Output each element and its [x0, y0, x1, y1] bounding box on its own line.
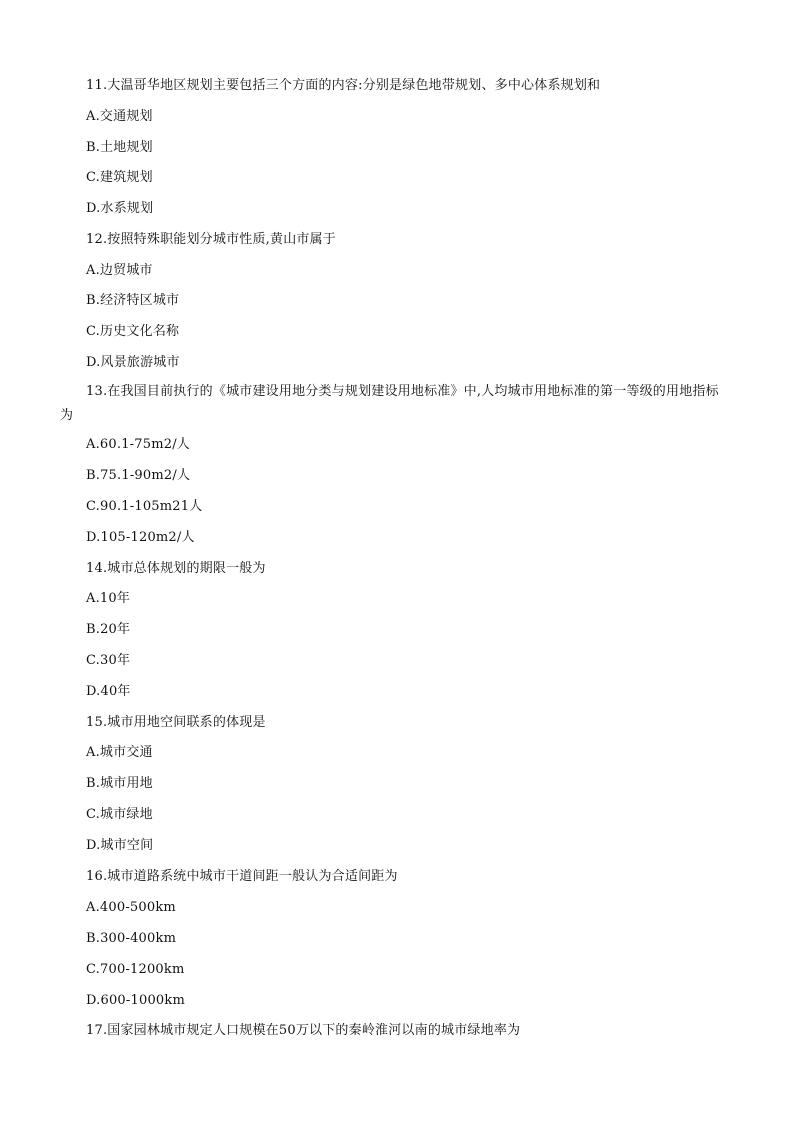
- question-15-option-b: B.城市用地: [86, 776, 153, 791]
- question-15-option-d: D.城市空间: [86, 838, 154, 853]
- question-12-option-d: D.风景旅游城市: [86, 355, 180, 370]
- question-13-stem: 13.在我国目前执行的《城市建设用地分类与规划建设用地标准》中,人均城市用地标准的第一等级的用地指标为: [60, 384, 719, 423]
- question-13-option-b: B.75.1-90m2/人: [86, 468, 191, 483]
- question-15-option-a: A.城市交通: [86, 745, 153, 760]
- question-11-option-b: B.土地规划: [86, 140, 153, 155]
- question-16-option-a: A.400-500km: [86, 900, 176, 915]
- question-11-option-a: A.交通规划: [86, 109, 153, 124]
- question-12-option-c: C.历史文化名称: [86, 324, 180, 339]
- question-13-option-d: D.105-120m2/人: [86, 530, 195, 545]
- question-13-option-c: C.90.1-105m21人: [86, 499, 203, 514]
- question-17-stem: 17.国家园林城市规定人口规模在50万以下的秦岭淮河以南的城市绿地率为: [86, 1023, 521, 1038]
- question-15-option-c: C.城市绿地: [86, 807, 153, 822]
- question-12-option-a: A.边贸城市: [86, 263, 153, 278]
- question-14-option-c: C.30年: [86, 653, 131, 668]
- question-14-option-d: D.40年: [86, 684, 131, 699]
- question-12-option-b: B.经济特区城市: [86, 293, 180, 308]
- question-11-stem: 11.大温哥华地区规划主要包括三个方面的内容:分别是绿色地带规划、多中心体系规划和: [86, 78, 601, 93]
- question-14-option-b: B.20年: [86, 622, 131, 637]
- question-14-stem: 14.城市总体规划的期限一般为: [86, 561, 266, 576]
- question-15-stem: 15.城市用地空间联系的体现是: [86, 715, 266, 730]
- question-14-option-a: A.10年: [86, 591, 131, 606]
- question-16-option-b: B.300-400km: [86, 931, 177, 946]
- question-16-option-d: D.600-1000km: [86, 993, 185, 1008]
- question-11-option-d: D.水系规划: [86, 201, 154, 216]
- question-11-option-c: C.建筑规划: [86, 170, 153, 185]
- question-16-option-c: C.700-1200km: [86, 962, 185, 977]
- question-13-option-a: A.60.1-75m2/人: [86, 437, 190, 452]
- question-12-stem: 12.按照特殊职能划分城市性质,黄山市属于: [86, 232, 337, 247]
- question-16-stem: 16.城市道路系统中城市干道间距一般认为合适间距为: [86, 869, 398, 884]
